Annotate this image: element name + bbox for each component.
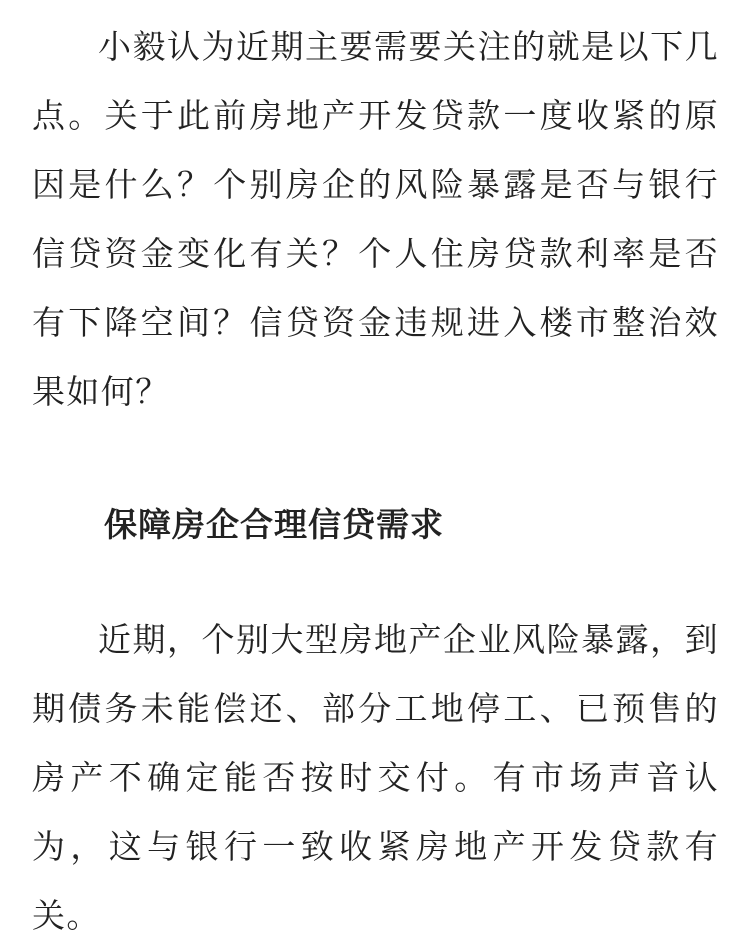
article-paragraph-1: 小毅认为近期主要需要关注的就是以下几点。关于此前房地产开发贷款一度收紧的原因是什么？个别房企的风险暴露是否与银行信贷资金变化有关？个人住房贷款利率是否有下降空间？信贷资金违规进入楼市整治效果如何？: [32, 27, 719, 411]
article-paragraph-2: 近期，个别大型房地产企业风险暴露，到期债务未能偿还、部分工地停工、已预售的房产不确定能否按时交付。有市场声音认为，这与银行一致收紧房地产开发贷款有关。: [32, 620, 719, 935]
section-heading: 保障房企合理信贷需求: [104, 505, 444, 544]
